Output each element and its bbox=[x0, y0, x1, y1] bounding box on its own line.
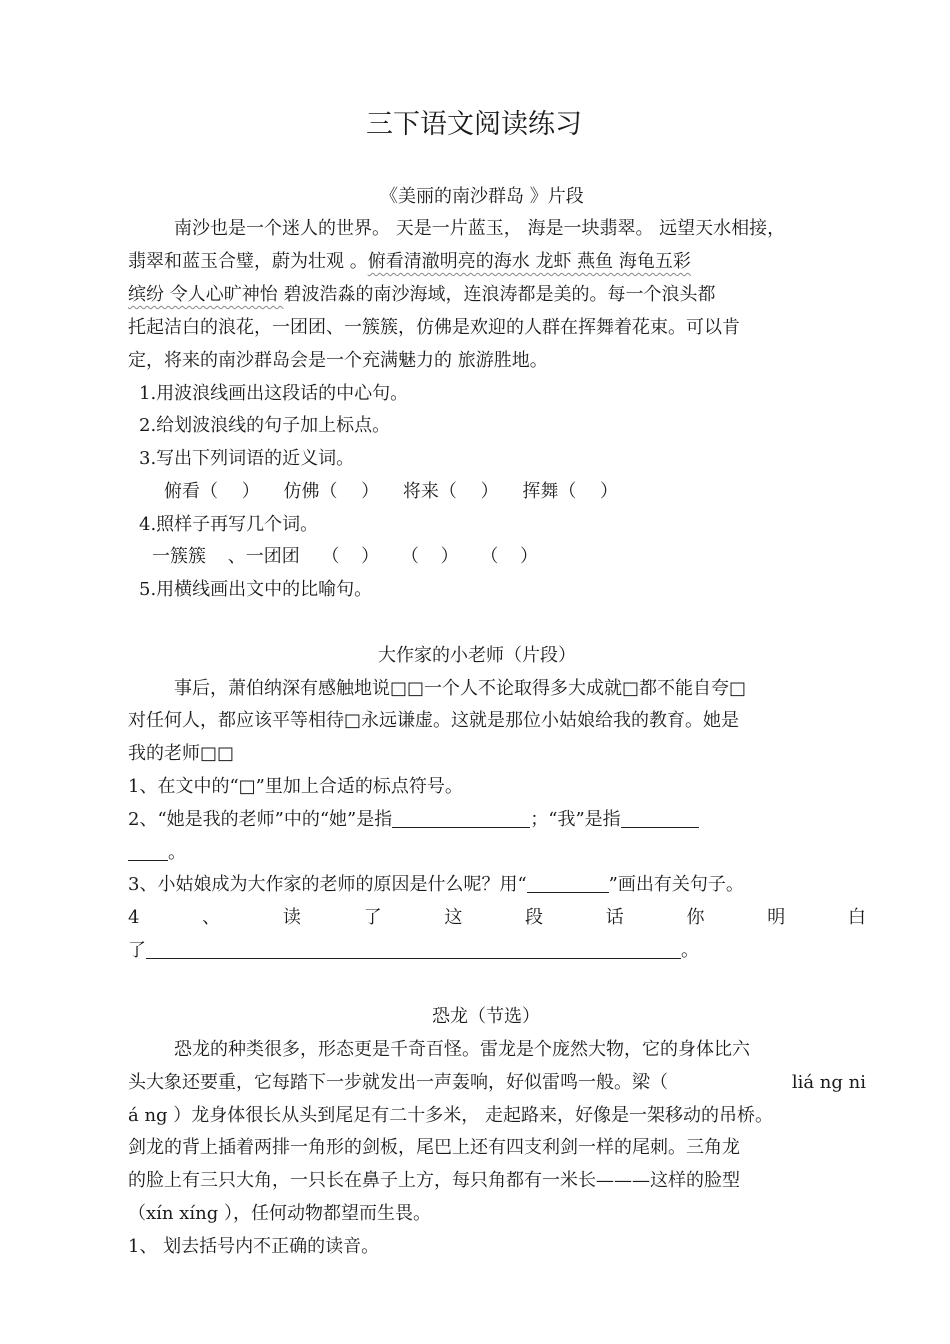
section3-line-4: 剑龙的背上插着两排一角形的剑板，尾巴上还有四支利剑一样的尾刺。三角龙 bbox=[128, 1137, 740, 1158]
section1-line-1: 南沙也是一个迷人的世界。 天是一片蓝玉， 海是一块翡翠。 远望天水相接， bbox=[174, 218, 786, 239]
answer-blank-me-cont[interactable] bbox=[128, 842, 168, 861]
q4-char: 读 bbox=[282, 907, 301, 928]
q4-char: 白 bbox=[847, 907, 866, 928]
section2-question-3 bbox=[128, 873, 744, 897]
question-3-text-b: ”画出有关句子。 bbox=[608, 874, 744, 895]
answer-blank-she[interactable] bbox=[392, 809, 530, 828]
q4-char: 段 bbox=[525, 907, 544, 928]
section3-question-1: 1、 划去括号内不正确的读音。 bbox=[128, 1236, 380, 1257]
section2-heading: 大作家的小老师（片段） bbox=[378, 645, 576, 666]
question-3-text-a: 3、小姑娘成为大作家的老师的原因是什么呢？用“ bbox=[128, 874, 527, 895]
section2-question-4 bbox=[128, 906, 866, 930]
answer-blank-me[interactable] bbox=[621, 809, 699, 828]
section1-line-2 bbox=[128, 250, 691, 274]
section3-line-6: （xín xíng ），任何动物都望而生畏。 bbox=[128, 1203, 431, 1224]
section3-line-5: 的脸上有三只大角，一只长在鼻子上方，每只角都有一米长———这样的脸型 bbox=[128, 1170, 740, 1191]
section2-question-1: 1、在文中的“□”里加上合适的标点符号。 bbox=[128, 776, 463, 797]
question-2-text-a: 2、“她是我的老师”中的“她”是指 bbox=[128, 809, 393, 830]
section1-question-3-words: 俯看（ ） 仿佛（ ） 将来（ ） 挥舞（ ） bbox=[164, 481, 619, 502]
section1-question-3: 3.写出下列词语的近义词。 bbox=[139, 448, 355, 469]
section2-line-1: 事后，萧伯纳深有感触地说□□一个人不论取得多大成就□都不能自夸□ bbox=[174, 678, 747, 699]
q4-char: 这 bbox=[444, 907, 463, 928]
section1-question-2: 2.给划波浪线的句子加上标点。 bbox=[139, 415, 391, 436]
section1-line-3 bbox=[128, 283, 715, 307]
section1-question-1: 1.用波浪线画出这段话的中心句。 bbox=[139, 383, 409, 404]
wavy-sentence-part-1: 俯看清澈明亮的海水 龙虾 燕鱼 海龟五彩 bbox=[367, 251, 691, 272]
section2-question-4-answer bbox=[128, 939, 699, 963]
section2-line-2: 对任何人，都应该平等相待□永远谦虚。这就是那位小姑娘给我的教育。她是 bbox=[128, 710, 740, 731]
pinyin-liang: liá ng ni bbox=[791, 1072, 866, 1093]
section1-heading: 《美丽的南沙群岛 》片段 bbox=[380, 186, 584, 207]
q4-char: 、 bbox=[202, 907, 221, 928]
answer-blank-understanding[interactable] bbox=[146, 940, 681, 959]
q4-char: 话 bbox=[605, 907, 624, 928]
section3-heading: 恐龙（节选） bbox=[432, 1006, 540, 1027]
question-2-end: 。 bbox=[168, 842, 186, 863]
section2-question-2-cont bbox=[128, 841, 186, 865]
section1-line-4: 托起洁白的浪花，一团团、一簇簇，仿佛是欢迎的人群在挥舞着花束。可以肯 bbox=[128, 317, 740, 338]
question-4-end: 。 bbox=[681, 940, 699, 961]
q4-char: 了 bbox=[363, 907, 382, 928]
question-4-text: 了 bbox=[128, 940, 146, 961]
wavy-sentence-part-2: 缤纷 令人心旷神怡 bbox=[128, 284, 284, 305]
q4-char: 你 bbox=[686, 907, 705, 928]
section3-line-3: á ng ）龙身体很长从头到尾足有二十多米， 走起路来，好像是一架移动的吊桥。 bbox=[128, 1105, 774, 1126]
section1-line-2-plain: 翡翠和蓝玉合璧，蔚为壮观 。 bbox=[128, 251, 368, 272]
section3-line-1: 恐龙的种类很多，形态更是千奇百怪。雷龙是个庞然大物，它的身体比六 bbox=[174, 1039, 750, 1060]
section1-question-5: 5.用横线画出文中的比喻句。 bbox=[139, 579, 373, 600]
page-title: 三下语文阅读练习 bbox=[366, 109, 582, 140]
section1-question-4-words: 一簇簇 、一团团 （ ） （ ） （ ） bbox=[152, 546, 539, 567]
section1-line-3-plain: 碧波浩淼的南沙海域，连浪涛都是美的。每一个浪头都 bbox=[283, 284, 716, 305]
section1-question-4: 4.照样子再写几个词。 bbox=[139, 514, 319, 535]
q4-char: 4 bbox=[128, 907, 140, 928]
q4-char: 明 bbox=[767, 907, 786, 928]
section2-question-2 bbox=[128, 808, 699, 832]
answer-blank-line-type[interactable] bbox=[527, 874, 609, 893]
section3-line-2 bbox=[128, 1071, 866, 1095]
question-2-text-b: ；“我”是指 bbox=[530, 809, 621, 830]
section3-line-2-text: 头大象还要重，它每踏下一步就发出一声轰响，好似雷鸣一般。梁（ bbox=[128, 1072, 668, 1093]
section1-line-5: 定，将来的南沙群岛会是一个充满魅力的 旅游胜地。 bbox=[128, 350, 548, 371]
section2-line-3: 我的老师□□ bbox=[128, 743, 235, 764]
